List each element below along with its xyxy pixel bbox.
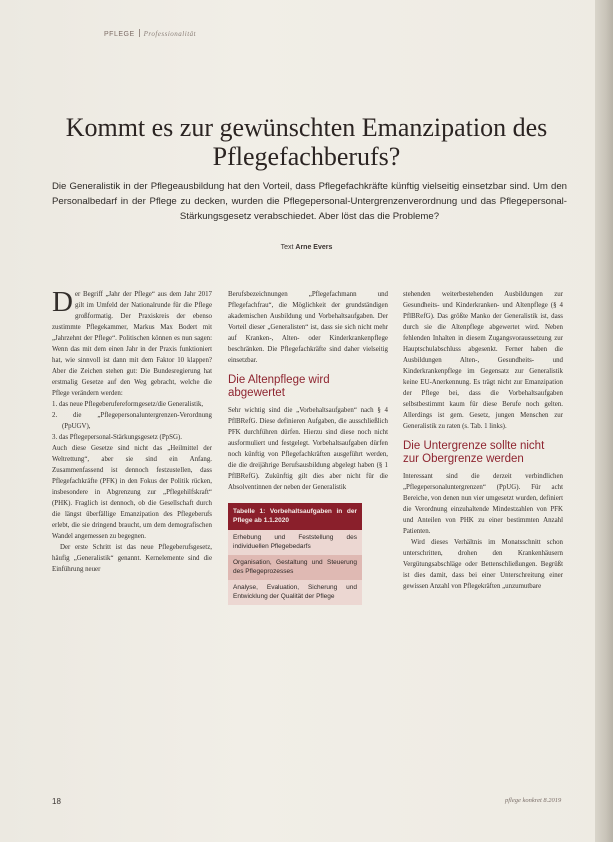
subheading-untergrenze: Die Untergrenze sollte nicht zur Obergrenze werden <box>403 440 545 465</box>
column-3 <box>403 289 563 592</box>
column-1-intro-text: er Begriff „Jahr der Pflege“ aus dem Jahr 2017 gilt im Umfeld der Nationalrunde für die Pflege großformatig. Der Praxiskreis der ebenso zustimmte Pflegekammer, Markus Max Bodert mit „Jahrzehnt der Pflege“. Politischen können es nun sagen: Wenn das mit dem einen Jahr in der Praxis funktioniert hat, wie sinnvoll ist dann mit dem Faktor 10 klappen? Aber die Zeichen stehen gut: Die Bundesregierung hat erstmalig Gesetze auf den Weg gebracht, welche die Pflege verändern werden: <box>52 291 212 397</box>
column-3-paragraph-2: Interessant sind die derzeit verbindlichen „Pflegepersonaluntergrenzen“ (PpUG). Für acht Bereiche, von denen nun vier umgesetzt wurden, definiert die Verordnung einzuhaltende Mindestzahlen von PFK und Anteilen von PHK zu einer bestimmten Anzahl Patienten. <box>403 473 563 535</box>
drop-cap: D <box>52 286 73 318</box>
byline-author: Arne Evers <box>295 244 333 251</box>
column-1-intro <box>52 286 212 399</box>
page-gutter-shadow <box>595 0 613 842</box>
column-2-paragraph-1: Berufsbezeichnungen „Pflegefachmann und Pflegefachfrau“, die Möglichkeit der grundständigen akademischen Ausbildung und Vorbehaltsaufgaben. Der Vorteil dieser „Generalisten“ ist, dass sie sich nicht mehr auf Kranken-, Alten- oder Kinderkrankenpflege beschränken. Die Pflegefachkräfte sind daher vielseitig einsetzbar. <box>228 291 388 364</box>
byline <box>0 244 613 251</box>
column-1-paragraph-3: Der erste Schritt ist das neue Pflegeberufsgesetz, häufig „Generalistik“ genannt. Kernelemente sind die Einführung neuer <box>52 544 212 573</box>
column-1-paragraph-2: Auch diese Gesetze sind nicht das „Heilmittel der Weltrettung“, aber sie sind ein Anfang. Zusammenfassend ist dennoch festzustellen, dass Pflegefachkräfte (PFK) in den Fokus der Politik rücken, insbesondere in Abgrenzung zur „Pflegehilfskraft“ (PHK). Fraglich ist dennoch, ob die Gesellschaft durch die längst überfällige Emanzipation des Pflegeberufs erlebt, die sie dringend braucht, um dem demografischen Wandel angemessen zu begegnen. <box>52 445 212 540</box>
byline-label: Text <box>280 244 294 251</box>
column-2 <box>228 289 388 605</box>
running-header <box>104 29 196 38</box>
column-3-paragraph-3: Wird dieses Verhältnis im Monatsschnitt schon unterschritten, drohen den Krankenhäusern Vergütungsabschläge oder Bettenschließungen. Begrüßt ist dies damit, dass bei einer Unterschreitung einer gewissen Anzahl von Pflegekräften „unzumutbare <box>403 539 563 590</box>
table-heading: Tabelle 1: Vorbehaltsaufgaben in der Pflege ab 1.1.2020 <box>228 503 362 530</box>
page-number: 18 <box>52 797 61 806</box>
subsection-label: Professionalität <box>143 30 197 38</box>
list-item-2: 2. die „Pflegepersonaluntergrenzen-Verordnung (PpUGV), <box>52 412 212 430</box>
section-label: PFLEGE <box>104 31 135 38</box>
table-row: Erhebung und Feststellung des individuellen Pflegebedarfs <box>228 530 362 555</box>
article-title: Kommt es zur gewünschten Emanzipation des Pflegefachberufs? <box>65 113 548 171</box>
table-row: Analyse, Evaluation, Sicherung und Entwicklung der Qualität der Pflege <box>228 580 362 605</box>
header-divider <box>139 29 140 37</box>
column-2-paragraph-2: Sehr wichtig sind die „Vorbehaltsaufgaben“ nach § 4 PflBRefG. Diese definieren Aufgaben, die ausschließlich PFK durchführen dürfen. Hierzu sind diese noch nicht ausformuliert und festgelegt. Vorbehaltsaufgaben dürfen noch künftig von Pflegefachkräften ausgeführt werden, die die dreijährige Berufsausbildung abgelegt haben (§ 1 PflBRefG). Zukünftig gilt dies aber nicht für die Absolventinnen der neben der Generalistik <box>228 407 388 491</box>
magazine-footer: pflege konkret 8.2019 <box>505 797 562 804</box>
list-item-3: 3. das Pflegepersonal-Stärkungsgesetz (PpSG). <box>52 434 182 441</box>
column-3-paragraph-1: stehenden weiterbestehenden Ausbildungen zur Gesundheits- und Kinderkranken- und Altenpflege (§ 4 PflBRefG). Das größte Manko der Generalistik ist, dass durch sie die Altenpflege abgewertet wird. Neben fehlenden Inhalten in diesem Zugangsvoraussetzung zur Hauptschulabschluss abgesenkt. Ferner haben die Ausbildungen Alten-, Gesundheits- und Kinderkrankenpflege im Gegensatz zur Generalistik keine EU-Anerkennung. Es trägt nicht zur Emanzipation der Pflege bei, dass die Vorbehaltsaufgaben selbstbestimmt kaum für diese Berufe noch gelten. Allerdings ist gem. Gesetz, jungen Menschen zur Generalistik zu raten (s. Tab. 1 links). <box>403 291 563 430</box>
list-item-1: 1. das neue Pflegeberufereformgesetz/die Generalistik, <box>52 401 204 408</box>
table-vorbehaltsaufgaben <box>228 503 362 605</box>
table-row: Organisation, Gestaltung und Steuerung des Pflegeprozesses <box>228 555 362 580</box>
subheading-altenpflege: Die Altenpflege wird abgewertet <box>228 374 330 399</box>
column-1 <box>52 286 212 575</box>
article-lead: Die Generalistik in der Pflegeausbildung hat den Vorteil, dass Pflegefachkräfte künftig vielseitig einsetzbar sind. Um den Personalbedarf in der Pflege zu decken, wurden die Pflegepersonal-Untergrenzenverordnung und das Pflegepersonal-Stärkungsgesetz verabschiedet. Aber löst das die Probleme? <box>52 181 567 222</box>
